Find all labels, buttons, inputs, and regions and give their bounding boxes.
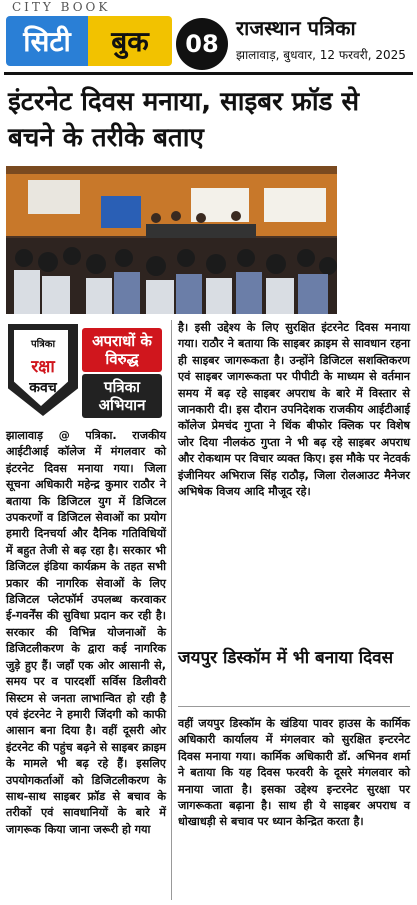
article-body-right-2: वहीं जयपुर डिस्कॉम के खंडिया पावर हाउस के कार्मिक अधिकारी कार्यालय में मंगलवार को सुरक्षित इन्टरनेट दिवस मनाया गया। कार्मिक अधिकारी डॉ. अभिनव शर्मा ने बताया कि यह दिवस फरवरी के दूसरे मंगलवार को मनाया जाता है। इसका उद्देश्य इन्टरनेट सुरक्षा पर जागरूकता बढ़ाना है। साथ ही ये साइबर अपराध व धोखाधड़ी से बचाव पर ध्यान केन्द्रित करता है।	[178, 717, 410, 829]
article-body-left: झालावाड़ @ पत्रिका. राजकीय आईटीआई कॉलेज में मंगलवार को इंटरनेट दिवस मनाया गया। जिला सूचना अधिकारी महेन्द्र कुमार राठौर ने बताया कि डिजिटल युग में डिजिटल उपकरणों व डिजिटल सेवाओं का प्रयोग हमारी दिनचर्या और दैनिक गतिविधियों में बहुत तेजी से बढ़ रहा है। सरकार भी डिजिटल इंडिया कार्यक्रम के तहत सभी प्रकार की नागरिक सेवाओं के लिए डिजिटल प्लेटफॉर्म उपलब्ध करवाकर ई-गवर्नेंस की सुविधा प्रदान कर रही है। सरकार की विभिन्न योजनाओं के डिजिटलीकरण के द्वारा कई नागरिक जुड़े हुए हैं। जहाँ एक ओर आसानी से, समय पर व पारदर्शी सर्विस डिलीवरी सिस्टम से जनता लाभान्वित हो रही है एवं इंटरनेट ने हमारी जिंदगी को काफी आसान बना दिया है। वहीं दूसरी ओर इंटरनेट की पहुंच बढ़ने से साइबर क्राइम के मामले भी बढ़ रहे हैं। इसलिए उपयोगकर्ताओं को डिजिटलीकरण के साथ-साथ साइबर फ्रॉड से बचाव के तरीकों एवं सावधानियों के बारे में जागरूक किया जाना जरूरी हो गया	[6, 429, 166, 836]
brand-logo-left: सिटी	[6, 16, 88, 66]
dateline: झालावाड़, बुधवार, 12 फरवरी, 2025	[236, 48, 406, 62]
event-photo	[6, 166, 337, 314]
event-photo-image	[6, 166, 337, 314]
page-number: 08	[176, 18, 228, 70]
campaign-shield-top: पत्रिका	[30, 339, 56, 350]
campaign-logo	[6, 322, 166, 422]
campaign-shield-bottom: कवच	[29, 380, 57, 396]
masthead	[0, 0, 417, 78]
article-body-right: है। इसी उद्देश्य के लिए सुरक्षित इंटरनेट दिवस मनाया गया। राठौर ने बताया कि साइबर क्राइम से सावधान रहना ही साइबर जागरूकता है। उन्होंने डिजिटल सशक्तिकरण एवं साइबर जागरूकता पर पीपीटी के माध्यम से वर्तमान समय में बढ़ रहे साइबर अपराध के बारे में विस्तार से जानकारी दी। इस दौरान उपनिदेशक राजकीय आईटीआई कॉलेज प्रेमचंद गुप्ता ने थिंक बीफोर क्लिक पर विशेष जोर दिया नीलकंठ गुप्ता ने भी बढ़ रहे साइबर अपराध और रोकथाम पर विचार व्यक्त किए। इस मौके पर नेटवर्क इंजीनियर अभिराज सिंह राठौड़, जिला रोलआउट मैनेजर अभिषेक विजय आदि मौजूद रहे।	[178, 321, 410, 499]
paper-name: राजस्थान पत्रिका	[236, 16, 356, 40]
subheading: जयपुर डिस्कॉम में भी बनाया दिवस	[178, 648, 394, 668]
masthead-rule	[4, 72, 413, 75]
campaign-shield-mid: रक्षा	[31, 357, 55, 377]
column-divider	[171, 320, 172, 900]
headline: इंटरनेट दिवस मनाया, साइबर फ्रॉड से बचने के तरीके बताए	[8, 87, 360, 153]
campaign-badge-black: पत्रिका अभियान	[82, 374, 162, 418]
campaign-badge-red: अपराधों के विरुद्ध	[82, 328, 162, 372]
subheading-rule	[178, 706, 410, 707]
brand-logo	[6, 16, 172, 66]
brand-logo-right: बुक	[88, 16, 172, 66]
brand-tagline: CITY BOOK	[12, 0, 111, 14]
